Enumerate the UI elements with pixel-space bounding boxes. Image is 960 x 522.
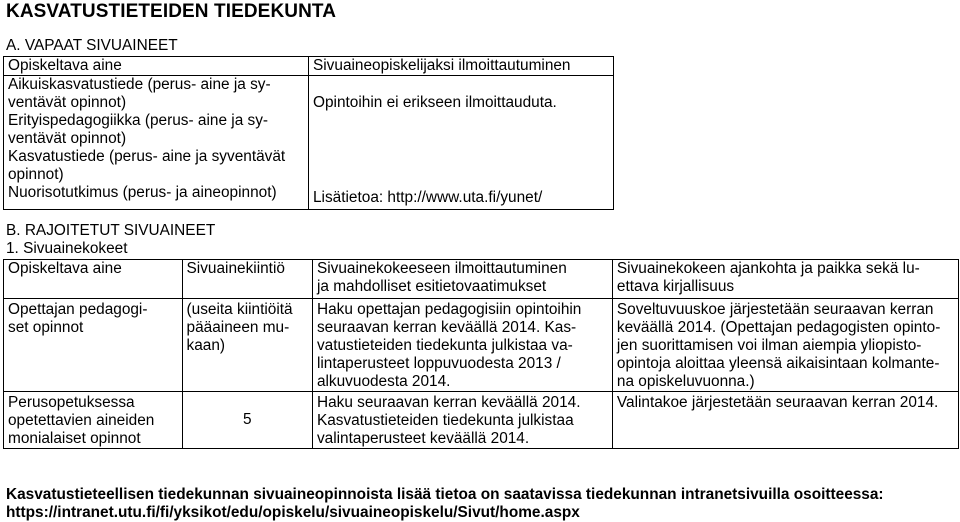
footer-info: Kasvatustieteellisen tiedekunnan sivuaineopinnoista lisää tietoa on saatavissa tiedekunnan intranetsivuilla osoitteessa:: [6, 486, 884, 503]
cell-line: alkuvuodesta 2014.: [316, 373, 451, 390]
col-header-exam: [612, 260, 958, 299]
subject-line: ventävät opinnot): [8, 94, 127, 111]
cell-line: 5: [242, 411, 252, 428]
quota-cell: [182, 392, 312, 449]
header-label: ja mahdolliset esitietovaatimukset: [316, 278, 547, 295]
cell-line: Kasvatustieteiden tiedekunta julkistaa: [316, 412, 574, 429]
col-header-registration: [309, 57, 614, 76]
cell-line: Soveltuvuuskoe järjestetään seuraavan kerran: [616, 301, 934, 318]
cell-line: na opiskeluvuonna.): [616, 373, 755, 390]
cell-line: jen suorittamisen voi ilman aiempia yliopisto-: [616, 337, 922, 354]
header-label: Sivuainekokeen ajankohta ja paikka sekä lu-: [616, 260, 920, 277]
quota-cell: [182, 299, 312, 392]
header-label: Sivuainekiintiö: [186, 260, 285, 277]
cell-line: Haku opettajan pedagogisiin opintoihin: [316, 301, 582, 318]
subject-line: Erityispedagogiikka (perus- aine ja sy-: [8, 112, 269, 129]
cell-line: opintoja aloittaa yleensä aikaisintaan kolmante-: [616, 355, 940, 372]
col-header-subject: [4, 260, 183, 299]
subject-line: Aikuiskasvatustiede (perus- aine ja sy-: [8, 76, 271, 93]
subject-line: Kasvatustiede (perus- aine ja syventävät: [8, 148, 286, 165]
cell-line: pääaineen mu-: [186, 319, 290, 336]
cell-line: lintaperusteet loppuvuodesta 2013 /: [316, 355, 561, 372]
exam-cell: [612, 299, 958, 392]
section-b-heading: B. RAJOITETUT SIVUAINEET: [6, 222, 216, 239]
header-label: Sivuainekokeeseen ilmoittautuminen: [316, 260, 567, 277]
cell-line: Opettajan pedagogi-: [8, 301, 148, 318]
table-row: [4, 299, 959, 392]
registration-cell: [312, 299, 612, 392]
cell-line: (useita kiintiöitä: [186, 301, 293, 318]
subject-line: opinnot): [8, 166, 64, 183]
cell-line: set opinnot: [8, 319, 84, 336]
section-a-heading: A. VAPAAT SIVUAINEET: [6, 37, 178, 54]
cell-line: monialaiset opinnot: [8, 430, 141, 447]
header-label: Opiskeltava aine: [8, 57, 122, 74]
cell-line: Perusopetuksessa: [8, 394, 135, 411]
subject-line: Nuorisotutkimus (perus- ja aineopinnot): [8, 184, 277, 201]
more-info-link[interactable]: Lisätietoa: http://www.uta.fi/yunet/: [313, 189, 543, 206]
subject-line: ventävät opinnot): [8, 130, 127, 147]
cell-line: Valintakoe järjestetään seuraavan kerran 2014.: [616, 394, 939, 411]
col-header-registration: [312, 260, 612, 299]
table-row: [4, 392, 959, 449]
cell-line: kaan): [186, 337, 226, 354]
cell-line: Haku seuraavan kerran keväällä 2014.: [316, 394, 581, 411]
cell-line: seuraavan kerran keväällä 2014. Kas-: [316, 319, 577, 336]
registration-cell: [309, 76, 614, 210]
subject-cell: [4, 392, 183, 449]
header-label: ettava kirjallisuus: [616, 278, 735, 295]
registration-note: Opintoihin ei erikseen ilmoittauduta.: [313, 94, 557, 111]
header-label: Opiskeltava aine: [8, 260, 122, 277]
cell-line: keväällä 2014. (Opettajan pedagogisten opinto-: [616, 319, 941, 336]
section-b-subheading: 1. Sivuainekokeet: [6, 240, 128, 257]
col-header-subject: [4, 57, 309, 76]
cell-line: opetettavien aineiden: [8, 412, 155, 429]
registration-cell: [312, 392, 612, 449]
exam-cell: [612, 392, 958, 449]
restricted-minors-table: [3, 259, 959, 449]
subjects-cell: [4, 76, 309, 210]
free-minors-table: [3, 56, 614, 210]
subject-cell: [4, 299, 183, 392]
cell-line: valintaperusteet keväällä 2014.: [316, 430, 530, 447]
footer-link[interactable]: https://intranet.utu.fi/fi/yksikot/edu/opiskelu/sivuaineopiskelu/Sivut/home.aspx: [6, 504, 580, 521]
header-label: Sivuaineopiskelijaksi ilmoittautuminen: [313, 57, 571, 74]
cell-line: vatustieteiden tiedekunta julkistaa va-: [316, 337, 573, 354]
col-header-quota: [182, 260, 312, 299]
page-title: KASVATUSTIETEIDEN TIEDEKUNTA: [6, 1, 337, 22]
